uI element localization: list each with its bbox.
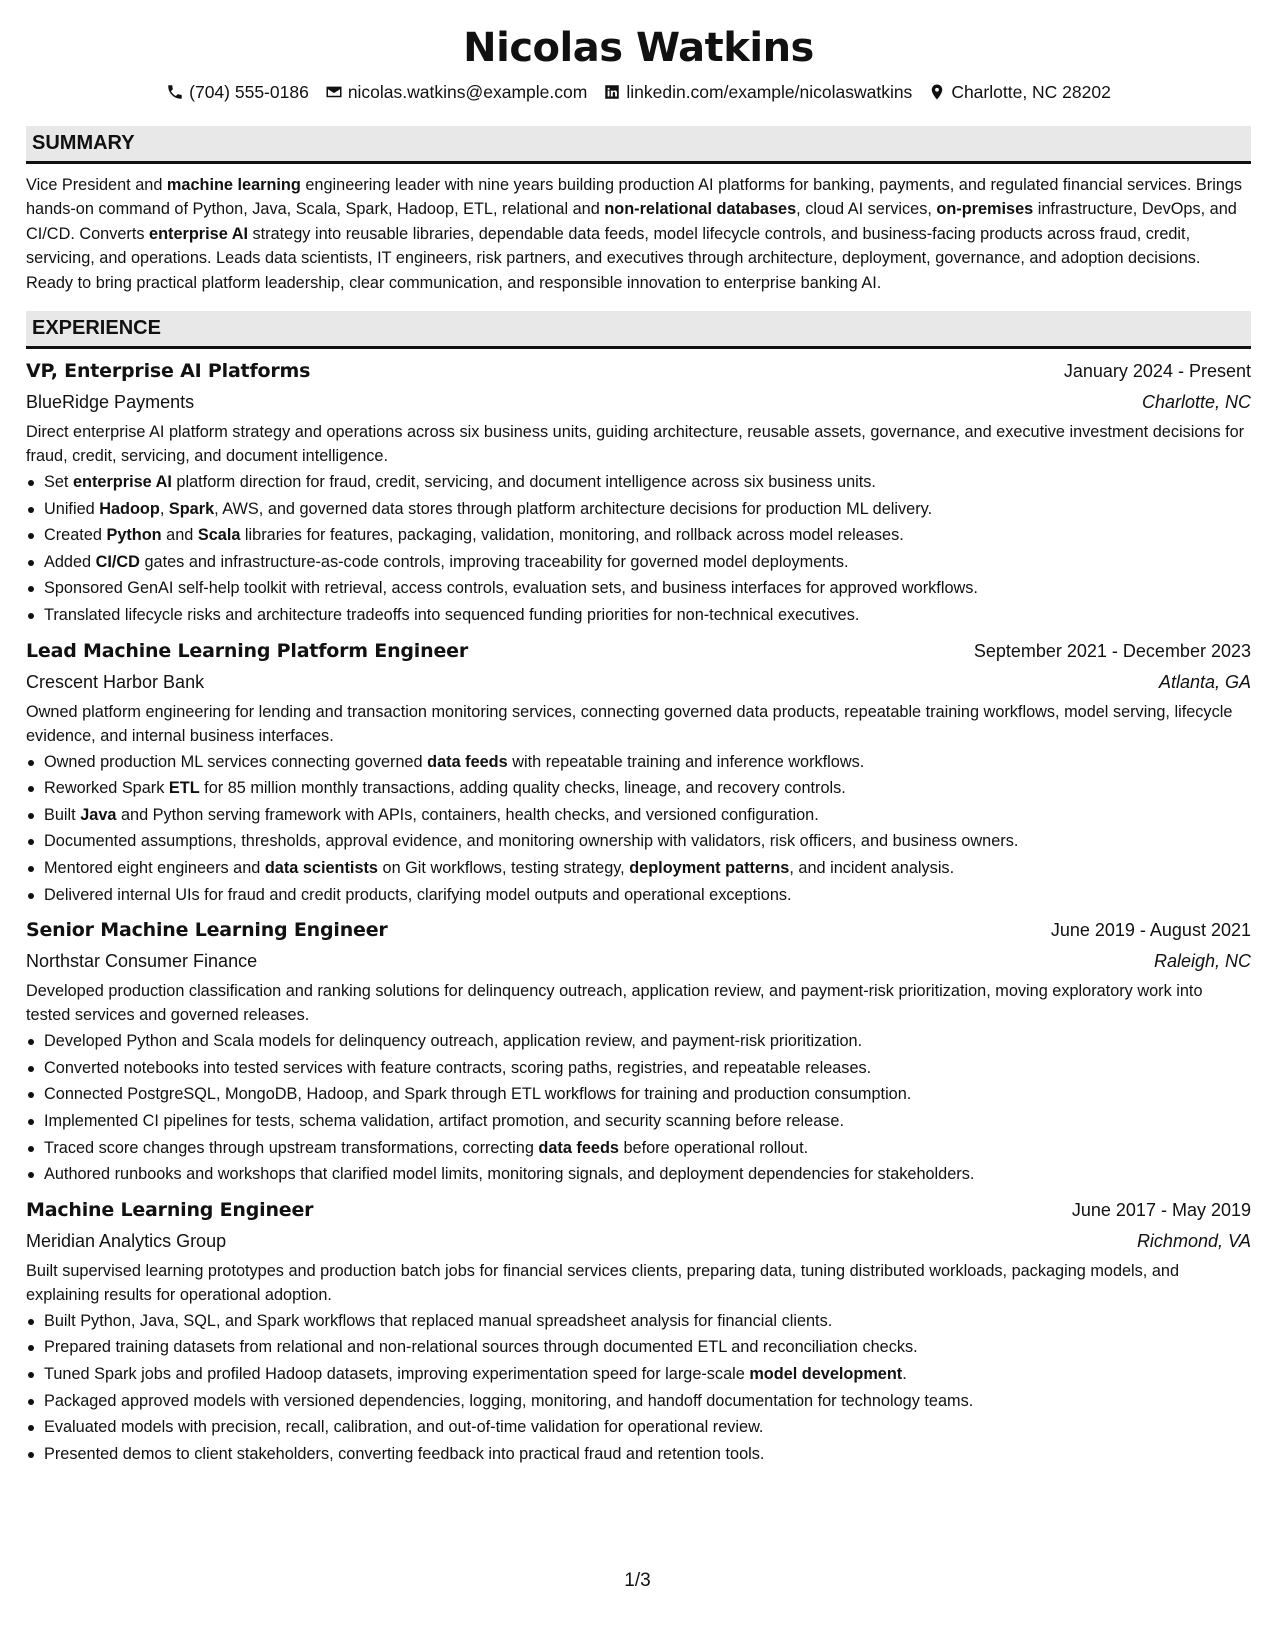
text-run: Delivered internal UIs for fraud and credit products, clarifying model outputs and operational exceptions.: [44, 885, 792, 904]
text-run: Added: [44, 552, 96, 571]
job-bullet: [26, 882, 1251, 909]
experience-heading: EXPERIENCE: [26, 311, 1251, 349]
text-run: libraries for features, packaging, validation, monitoring, and rollback across model releases.: [240, 526, 904, 545]
job-location: Raleigh, NC: [1153, 951, 1251, 972]
text-run: Evaluated models with precision, recall, calibration, and out-of-time validation for operational review.: [44, 1418, 764, 1437]
job-bullet: [26, 575, 1251, 602]
job-bullet: [26, 1308, 1251, 1335]
job-location: Richmond, VA: [1136, 1230, 1251, 1251]
text-run: , and incident analysis.: [789, 858, 955, 877]
job-company: Northstar Consumer Finance: [26, 951, 258, 972]
text-run: engineering leader with nine years building production AI platforms for banking, payments, and regulated financial services. Brings hands-on command of Python, Java, Scala, Spark, Hadoop, ETL, relational and: [26, 176, 1243, 219]
text-run: strategy into reusable libraries, dependable data feeds, model lifecycle controls, and business-facing products across fraud, credit, servicing, and operations. Leads data scientists, IT engineers, risk partners, and executives through architecture, deployment, governance, and adoption decisions. Ready to bring practical platform leadership, clear communication, and responsible innovation to enterprise banking AI.: [26, 224, 1201, 292]
job-title: Machine Learning Engineer: [26, 1198, 314, 1221]
job-entry: [26, 355, 1251, 629]
text-run: with repeatable training and inference workflows.: [507, 752, 865, 771]
job-entry: [26, 1194, 1251, 1468]
text-run: Prepared training datasets from relational and non-relational sources through documented ETL and reconciliation checks.: [44, 1338, 918, 1357]
job-bullet: [26, 602, 1251, 629]
job-bullet: [26, 775, 1251, 802]
linkedin-link[interactable]: linkedin.com/example/nicolaswatkins: [626, 82, 913, 102]
contact-phone: [166, 80, 309, 104]
text-run: Set: [44, 473, 73, 492]
resume-page: [26, 18, 1251, 1467]
text-run: Translated lifecycle risks and architecture tradeoffs into sequenced funding priorities for non-technical executives.: [44, 606, 860, 624]
job-bullet: [26, 749, 1251, 776]
job-entry: [26, 635, 1251, 909]
location-text: Charlotte, NC 28202: [951, 82, 1111, 102]
text-run: Implemented CI pipelines for tests, schema validation, artifact promotion, and security scanning before release.: [44, 1111, 844, 1130]
emphasis-text: CI/CD: [95, 552, 140, 571]
text-run: Authored runbooks and workshops that clarified model limits, monitoring signals, and deployment dependencies for stakeholders.: [44, 1165, 975, 1184]
job-dates: January 2024 - Present: [1063, 361, 1251, 382]
job-bullet: [26, 522, 1251, 549]
text-run: , cloud AI services,: [796, 200, 937, 219]
phone-text: (704) 555-0186: [189, 82, 309, 102]
job-location: Atlanta, GA: [1158, 671, 1251, 692]
text-run: Converted notebooks into tested services with feature contracts, scoring paths, registries, and repeatable releases.: [44, 1058, 872, 1077]
job-bullet: [26, 469, 1251, 496]
text-run: Mentored eight engineers and: [44, 858, 265, 877]
job-company: Meridian Analytics Group: [26, 1230, 227, 1251]
job-bullet: [26, 1055, 1251, 1082]
job-location: Charlotte, NC: [1141, 392, 1251, 413]
job-dates: September 2021 - December 2023: [973, 640, 1251, 661]
map-pin-icon: [928, 83, 946, 101]
phone-icon: [166, 83, 184, 101]
experience-list: [26, 355, 1251, 1467]
emphasis-text: Hadoop: [99, 499, 160, 518]
job-bullet: [26, 1414, 1251, 1441]
text-run: Tuned Spark jobs and profiled Hadoop datasets, improving experimentation speed for large-scale: [44, 1364, 750, 1383]
emphasis-text: machine learning: [166, 176, 301, 194]
text-run: on Git workflows, testing strategy,: [377, 858, 630, 877]
email-link[interactable]: nicolas.watkins@example.com: [347, 82, 588, 102]
emphasis-text: Python: [106, 526, 162, 545]
contact-location: [928, 80, 1111, 104]
text-run: Vice President and: [26, 176, 167, 194]
job-dates: June 2017 - May 2019: [1071, 1199, 1251, 1220]
contact-linkedin[interactable]: [603, 80, 912, 104]
text-run: infrastructure, DevOps, and CI/CD. Converts: [26, 200, 1237, 243]
emphasis-text: data scientists: [264, 858, 378, 877]
job-bullet: [26, 1108, 1251, 1135]
contact-bar: [26, 80, 1251, 104]
job-description: Direct enterprise AI platform strategy and operations across six business units, guiding architecture, reusable assets, governance, and executive investment decisions for fraud, credit, servicing, and document intelligence.: [26, 423, 1245, 466]
emphasis-text: enterprise AI: [149, 224, 248, 243]
text-run: Owned production ML services connecting governed: [44, 752, 428, 771]
text-run: , AWS, and governed data stores through platform architecture decisions for production ML delivery.: [214, 499, 933, 518]
text-run: Presented demos to client stakeholders, converting feedback into practical fraud and retention tools.: [44, 1444, 765, 1463]
text-run: Reworked Spark: [44, 779, 169, 798]
text-run: and: [161, 526, 198, 545]
emphasis-text: on-premises: [936, 200, 1034, 219]
job-bullet: [26, 1441, 1251, 1468]
text-run: Connected PostgreSQL, MongoDB, Hadoop, and Spark through ETL workflows for training and production consumption.: [44, 1085, 912, 1104]
emphasis-text: deployment patterns: [629, 858, 790, 877]
job-bullet: [26, 1135, 1251, 1162]
text-run: .: [902, 1364, 907, 1383]
text-run: Packaged approved models with versioned dependencies, logging, monitoring, and handoff documentation for technology teams.: [44, 1391, 974, 1410]
linkedin-icon: [603, 83, 621, 101]
text-run: Developed Python and Scala models for delinquency outreach, application review, and payment-risk prioritization.: [44, 1032, 863, 1051]
summary-text: [26, 173, 1251, 295]
job-bullet: [26, 549, 1251, 576]
text-run: and Python serving framework with APIs, containers, health checks, and versioned configuration.: [116, 805, 819, 824]
job-bullet: [26, 1361, 1251, 1388]
job-company: Crescent Harbor Bank: [26, 671, 205, 692]
text-run: Traced score changes through upstream transformations, correcting: [44, 1138, 539, 1157]
text-run: Unified: [44, 499, 100, 518]
summary-heading: SUMMARY: [26, 126, 1251, 164]
emphasis-text: data feeds: [538, 1138, 619, 1157]
emphasis-text: Spark: [168, 499, 215, 518]
job-title: Senior Machine Learning Engineer: [26, 919, 388, 942]
job-bullet: [26, 1081, 1251, 1108]
job-bullet: [26, 496, 1251, 523]
job-bullet: [26, 828, 1251, 855]
job-description: Built supervised learning prototypes and production batch jobs for financial services clients, preparing data, tuning distributed workloads, packaging models, and explaining results for operational adoption.: [26, 1261, 1180, 1304]
job-company: BlueRidge Payments: [26, 392, 195, 413]
envelope-icon: [325, 83, 343, 101]
text-run: Built: [44, 805, 81, 824]
emphasis-text: data feeds: [427, 752, 508, 771]
job-bullets: [26, 1308, 1251, 1468]
text-run: Documented assumptions, thresholds, approval evidence, and monitoring ownership with validators, risk officers, and business owners.: [44, 832, 1019, 851]
job-title: Lead Machine Learning Platform Engineer: [26, 639, 468, 662]
text-run: Sponsored GenAI self-help toolkit with retrieval, access controls, evaluation sets, and business interfaces for approved workflows.: [44, 579, 978, 598]
text-run: platform direction for fraud, credit, servicing, and document intelligence across six business units.: [171, 473, 876, 492]
job-bullets: [26, 749, 1251, 909]
job-bullet: [26, 802, 1251, 829]
text-run: Built Python, Java, SQL, and Spark workflows that replaced manual spreadsheet analysis for financial clients.: [44, 1311, 833, 1330]
text-run: ,: [159, 499, 169, 518]
emphasis-text: Scala: [197, 526, 241, 545]
emphasis-text: enterprise AI: [72, 473, 172, 492]
job-description: Developed production classification and ranking solutions for delinquency outreach, application review, and payment-risk prioritization, moving exploratory work into tested services and governed releases.: [26, 982, 1203, 1025]
job-bullet: [26, 855, 1251, 882]
job-bullet: [26, 1028, 1251, 1055]
emphasis-text: ETL: [168, 779, 200, 798]
candidate-name: Nicolas Watkins: [463, 25, 814, 71]
job-description: Owned platform engineering for lending and transaction monitoring services, connecting governed data products, repeatable training workflows, model serving, lifecycle evidence, and internal business interfaces.: [26, 702, 1233, 745]
text-run: gates and infrastructure-as-code controls, improving traceability for governed model deployments.: [139, 552, 849, 571]
contact-email[interactable]: [325, 80, 588, 104]
text-run: before operational rollout.: [618, 1138, 809, 1157]
job-bullets: [26, 469, 1251, 629]
emphasis-text: non-relational databases: [604, 200, 797, 219]
job-dates: June 2019 - August 2021: [1050, 920, 1251, 941]
job-bullets: [26, 1028, 1251, 1188]
text-run: Created: [44, 526, 107, 545]
page-number: 1/3: [624, 1570, 651, 1591]
text-run: for 85 million monthly transactions, adding quality checks, lineage, and recovery controls.: [199, 779, 846, 798]
job-bullet: [26, 1334, 1251, 1361]
job-bullet: [26, 1161, 1251, 1188]
job-bullet: [26, 1388, 1251, 1415]
job-title: VP, Enterprise AI Platforms: [26, 360, 311, 383]
emphasis-text: model development: [749, 1364, 903, 1383]
job-entry: [26, 914, 1251, 1188]
emphasis-text: Java: [80, 805, 117, 824]
